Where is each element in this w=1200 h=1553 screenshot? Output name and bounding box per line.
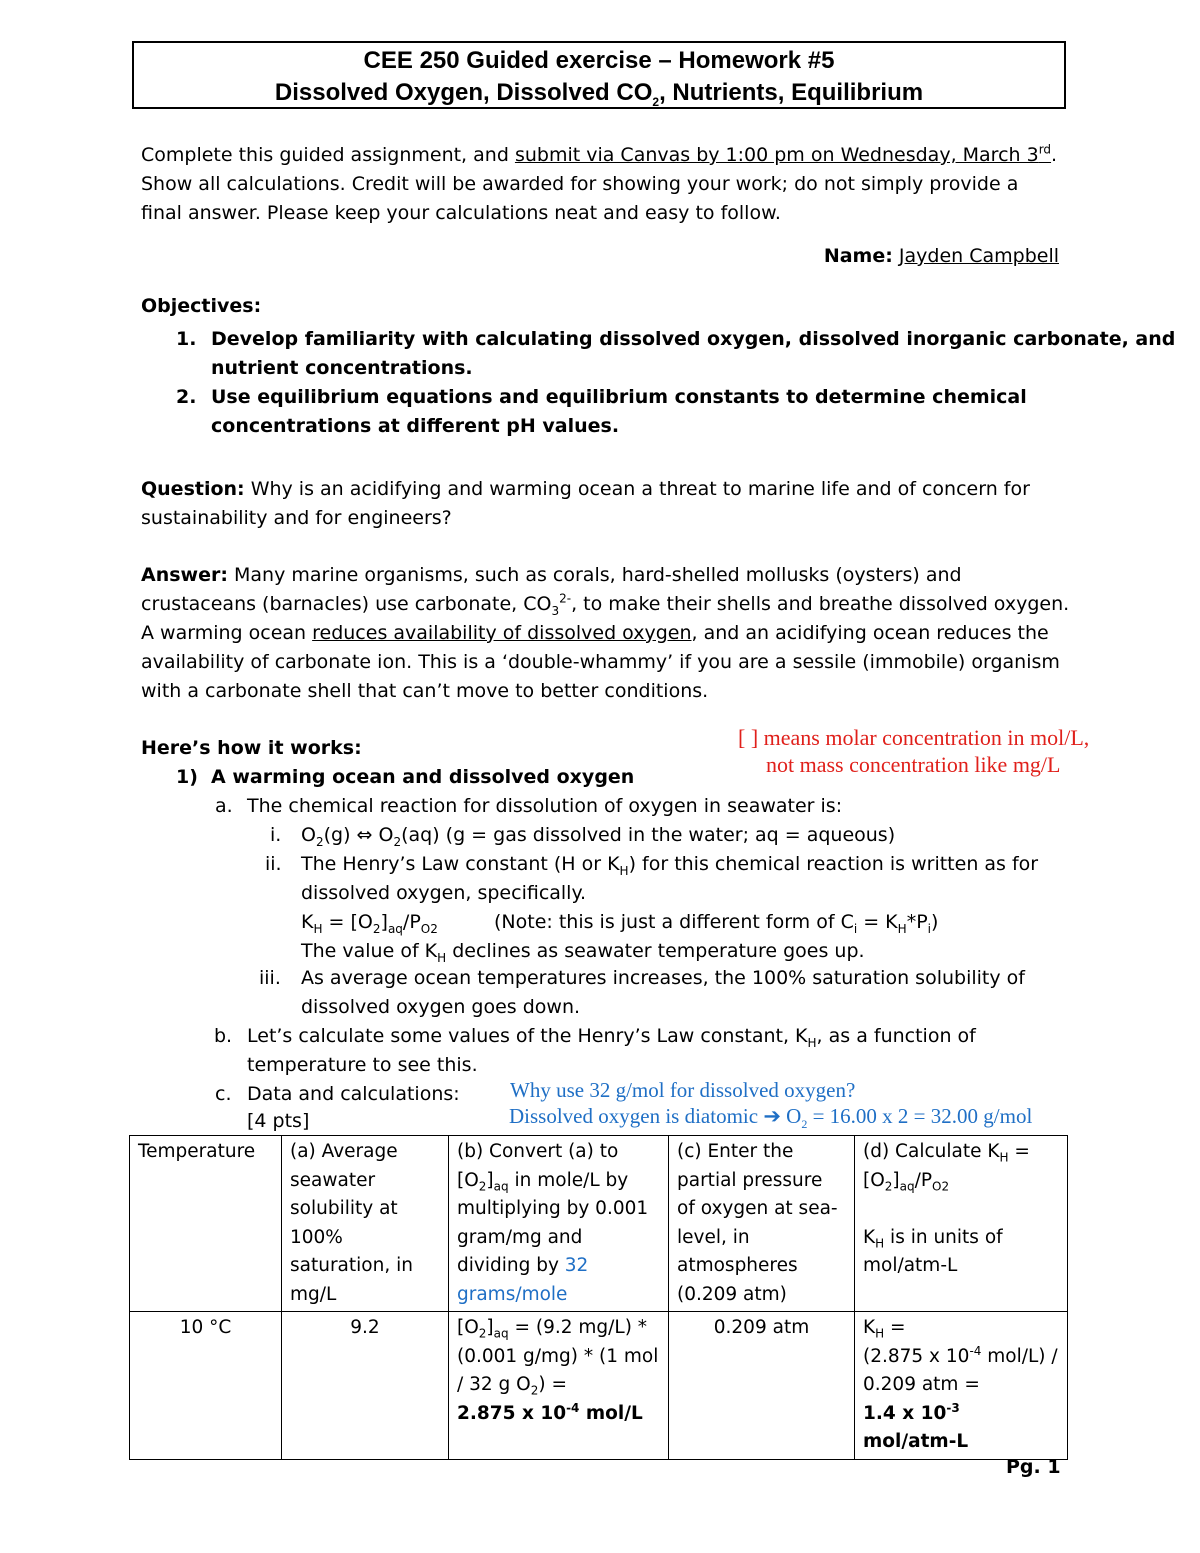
item-b-line-2: temperature to see this. <box>247 1054 478 1076</box>
molar-mass-note-line-1: Why use 32 g/mol for dissolved oxygen? <box>510 1078 856 1102</box>
item-ii-line-4: The value of $K_H$ declines as seawater temperature goes up. <box>301 940 865 965</box>
data-table <box>129 1135 1068 1460</box>
item-a-text: The chemical reaction for dissolution of oxygen in seawater is: <box>247 795 843 817</box>
answer-line-2: crustaceans (barnacles) use carbonate, $CO_3^{2-}$, to make their shells and breathe dissolved oxygen. <box>141 591 1070 618</box>
cell-solubility: 9.2 <box>282 1312 449 1460</box>
item-ii-label: ii. <box>265 853 282 875</box>
cell-kh: $K_H$ = (2.875 x $10^{-4}$ mol/L) / 0.209 atm = 1.4 x $10^{-3}$ mol/atm-L <box>855 1312 1068 1460</box>
cell-pressure: 0.209 atm <box>669 1312 855 1460</box>
table-header-row <box>130 1136 1068 1312</box>
answer-line-5: with a carbonate shell that can’t move to better conditions. <box>141 680 709 702</box>
section-1-number: 1) <box>176 766 198 788</box>
header-convert: (b) Convert (a) to $[O_2]_{aq}$ in mole/L by multiplying by 0.001 gram/mg and dividing by 32 grams/mole <box>449 1136 669 1312</box>
answer-line-3: A warming ocean reduces availability of dissolved oxygen, and an acidifying ocean reduces the <box>141 622 1049 644</box>
how-heading: Here’s how it works: <box>141 737 362 759</box>
objective-1-line-2: nutrient concentrations. <box>211 357 473 379</box>
header-temperature: Temperature <box>130 1136 282 1312</box>
item-iii-label: iii. <box>259 967 281 989</box>
answer-line-4: availability of carbonate ion. This is a ‘double-whammy’ if you are a sessile (immobile) organism <box>141 651 1060 673</box>
cell-temperature: 10 °C <box>130 1312 282 1460</box>
title-line-1: CEE 250 Guided exercise – Homework #5 <box>363 47 835 74</box>
question-line-1: Question: Why is an acidifying and warming ocean a threat to marine life and of concern for <box>141 478 1030 500</box>
intro-line-3: final answer. Please keep your calculations neat and easy to follow. <box>141 202 781 224</box>
molar-note-line-2: not mass concentration like mg/L <box>766 752 1061 777</box>
intro-line-1: Complete this guided assignment, and submit via Canvas by 1:00 pm on Wednesday, March 3rd. <box>141 142 1058 166</box>
objective-number-1: 1. <box>176 328 197 350</box>
arrow-right-icon: ➔ <box>763 1104 781 1128</box>
question-line-2: sustainability and for engineers? <box>141 507 452 529</box>
objective-2-line-2: concentrations at different pH values. <box>211 415 620 437</box>
henry-equation: $K_H = [O_2]_{aq}/P_{O2}$ <box>301 911 438 936</box>
item-iii-line-1: As average ocean temperatures increases, the 100% saturation solubility of <box>301 967 1025 989</box>
table-row <box>130 1312 1068 1460</box>
item-b-line-1: Let’s calculate some values of the Henry’s Law constant, $K_H$, as a function of <box>247 1025 976 1050</box>
intro-line-2: Show all calculations. Credit will be awarded for showing your work; do not simply provide a <box>141 173 1019 195</box>
item-i-label: i. <box>270 824 282 846</box>
objective-number-2: 2. <box>176 386 197 408</box>
item-iii-line-2: dissolved oxygen goes down. <box>301 996 581 1018</box>
molar-mass-note-line-2: Dissolved oxygen is diatomic ➔ $O_2 = 16.00$ x 2 = 32.00 g/mol <box>509 1104 1033 1132</box>
student-name: Name: Jayden Campbell <box>823 245 1059 267</box>
page-number: Pg. 1 <box>1006 1456 1061 1478</box>
cell-convert: $[O_2]_{aq} = (9.2$ mg/L) * (0.001 g/mg) * (1 mol / 32 g $O_2$) = 2.875 x $10^{-4}$ mol/L <box>449 1312 669 1460</box>
henry-note: (Note: this is just a different form of $C_i = K_H*P_i$) <box>494 911 939 936</box>
molar-note-line-1: [ ] means molar concentration in mol/L, <box>738 725 1090 750</box>
item-i-text: $O_2(g)$ ⇔ $O_2(aq) (g$ = gas dissolved in the water; aq = aqueous) <box>301 824 896 849</box>
header-pressure: (c) Enter the partial pressure of oxygen at sea-level, in atmospheres (0.209 atm) <box>669 1136 855 1312</box>
answer-line-1: Answer: Many marine organisms, such as corals, hard-shelled mollusks (oysters) and <box>141 564 962 586</box>
item-b-label: b. <box>214 1025 233 1047</box>
objective-1-line-1: Develop familiarity with calculating dissolved oxygen, dissolved inorganic carbonate, and <box>211 328 1176 350</box>
title-box <box>132 41 1066 109</box>
item-c-points: [4 pts] <box>247 1110 310 1132</box>
item-ii-line-2: dissolved oxygen, specifically. <box>301 882 587 904</box>
section-1-title: A warming ocean and dissolved oxygen <box>211 766 635 788</box>
objectives-heading: Objectives: <box>141 295 262 317</box>
item-ii-line-1: The Henry’s Law constant (H or $K_H$) for this chemical reaction is written as for <box>301 853 1039 878</box>
item-a-label: a. <box>215 795 233 817</box>
objective-2-line-1: Use equilibrium equations and equilibrium constants to determine chemical <box>211 386 1027 408</box>
header-solubility: (a) Average seawater solubility at 100% saturation, in mg/L <box>282 1136 449 1312</box>
title-line-2: Dissolved Oxygen, Dissolved $CO_2$, Nutrients, Equilibrium <box>274 79 924 109</box>
header-kh: (d) Calculate $K_H = [O_2]_{aq}/P_{O2}$ $K_H$ is in units of mol/atm-L <box>855 1136 1068 1312</box>
item-c-text: Data and calculations: <box>247 1083 460 1105</box>
item-c-label: c. <box>215 1083 232 1105</box>
